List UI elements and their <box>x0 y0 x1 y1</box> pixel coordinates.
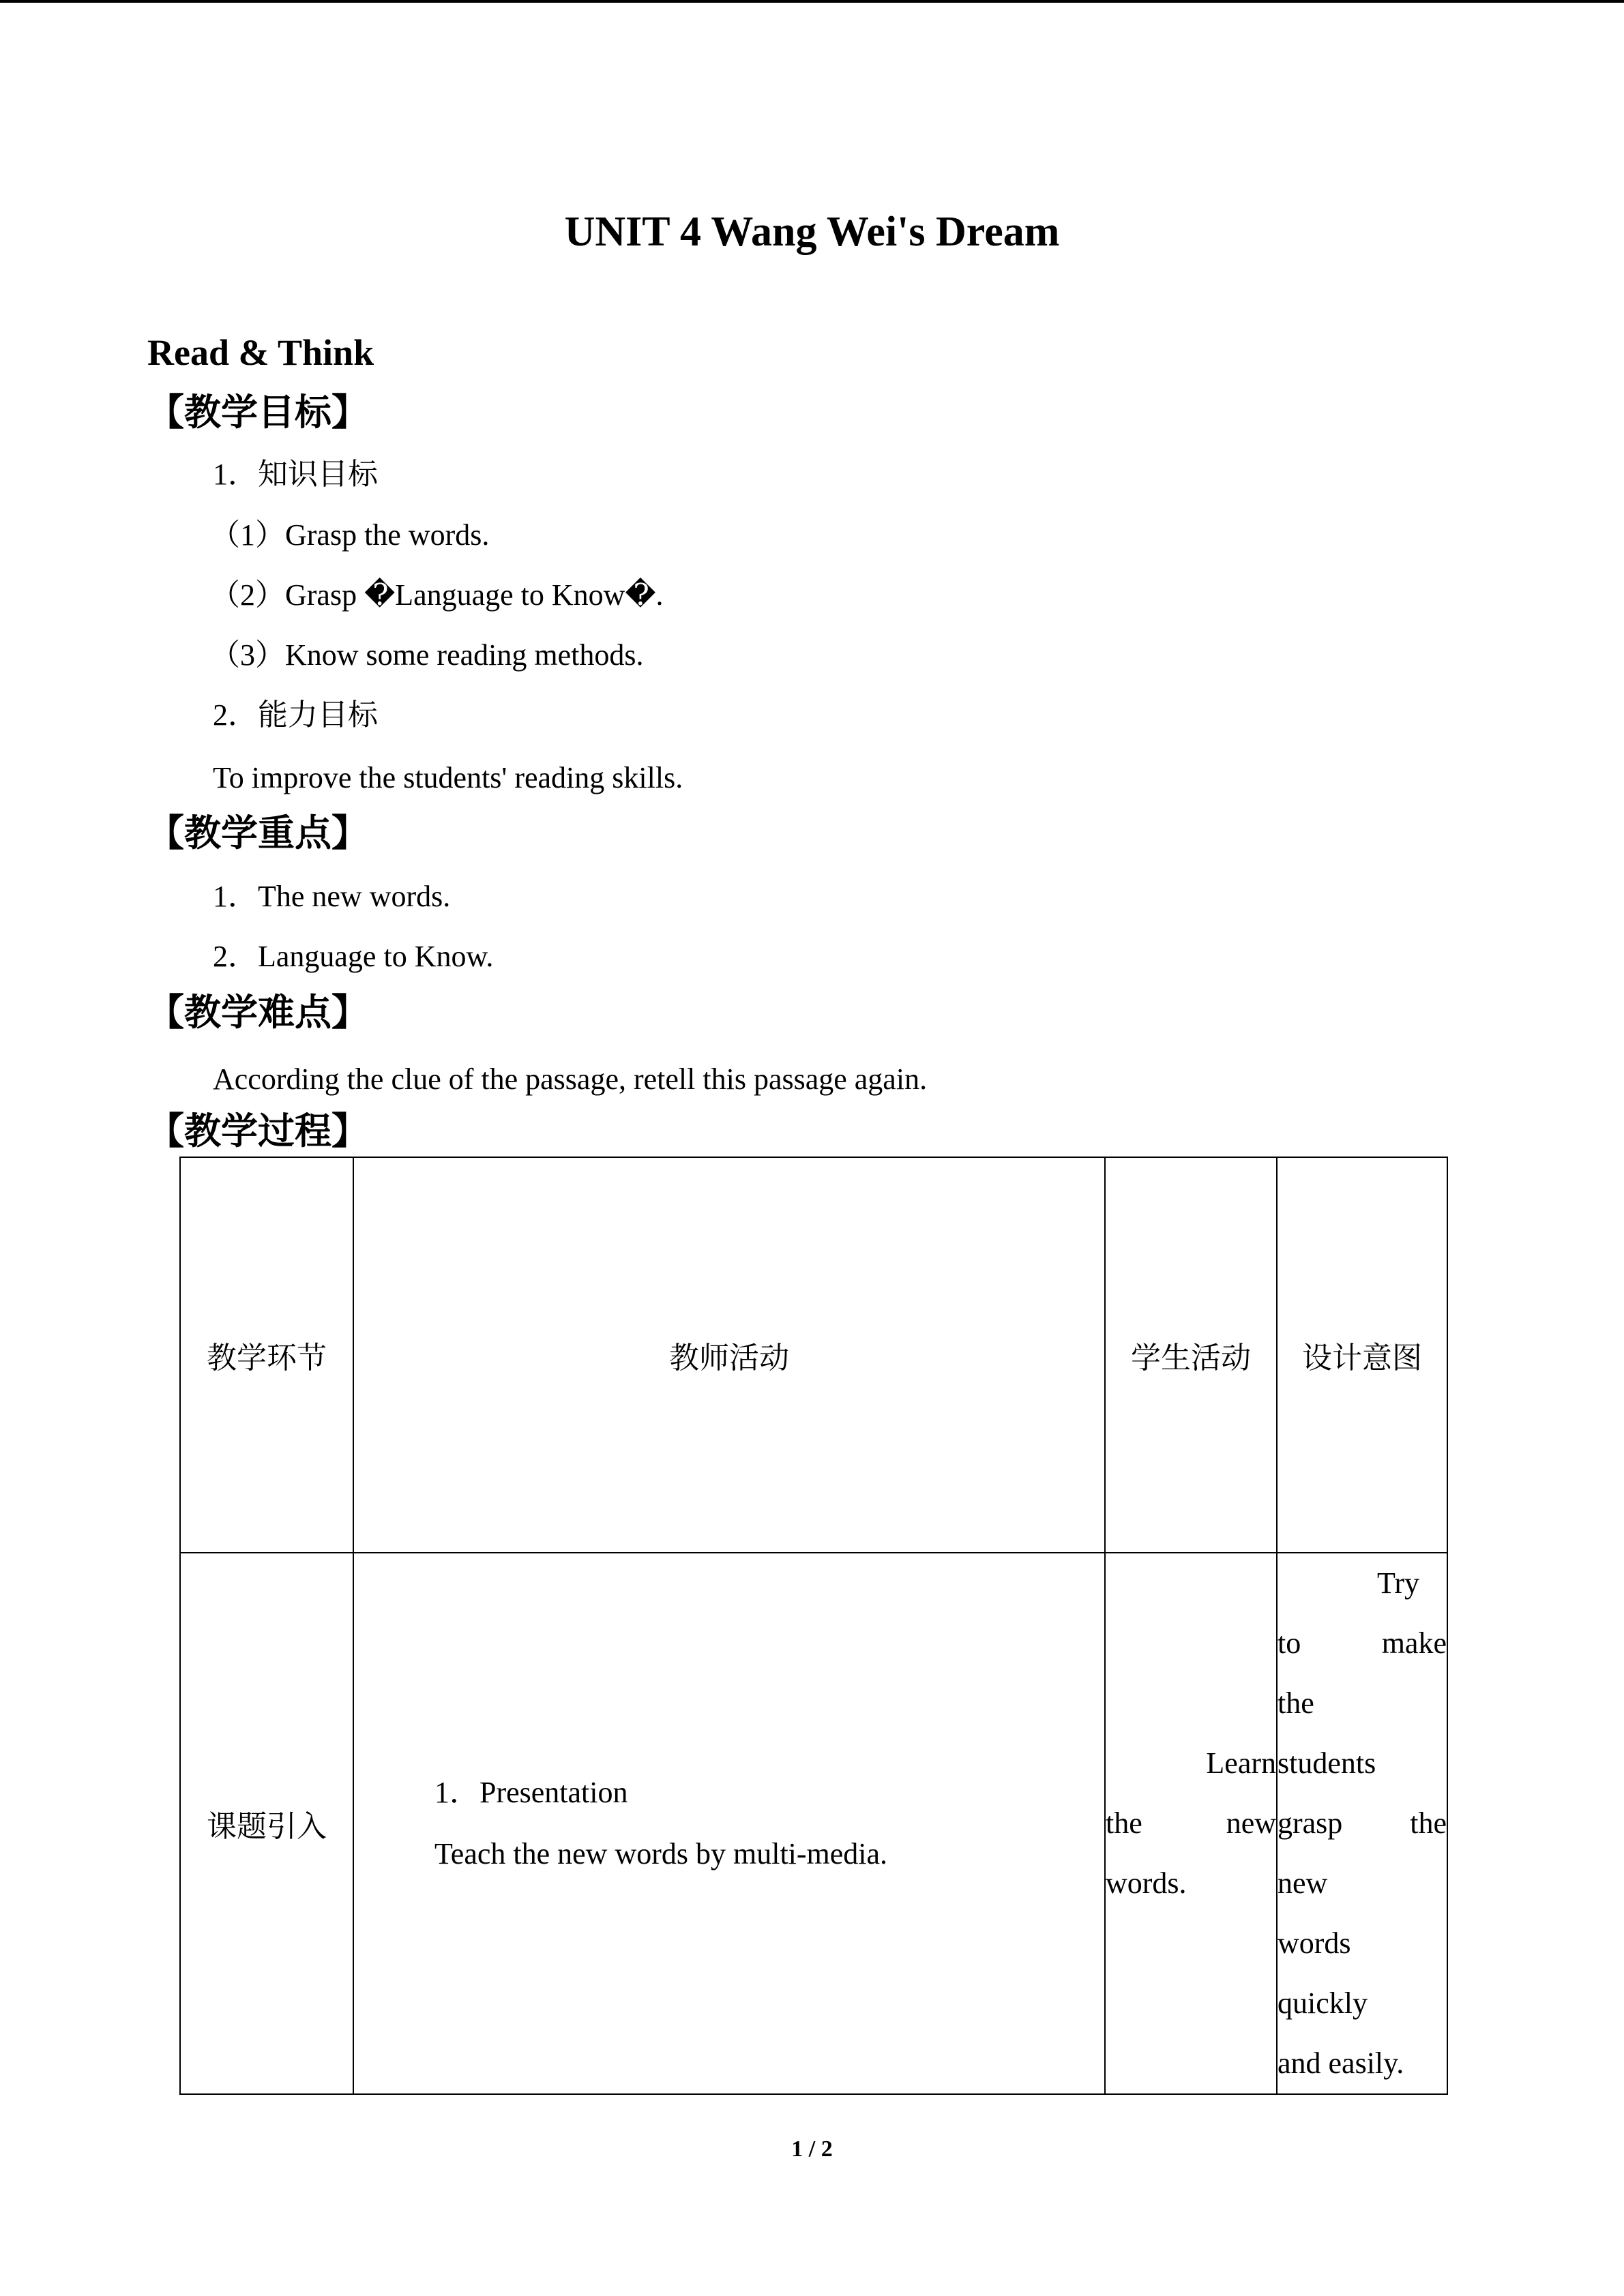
objective-line: （3）Know some reading methods. <box>210 638 644 672</box>
page-top-border <box>0 0 1624 3</box>
document-title: UNIT 4 Wang Wei's Dream <box>564 209 1060 255</box>
table-row <box>180 1553 1447 2094</box>
design-intent-line: words <box>1278 1926 1351 1960</box>
stage-cell: 课题引入 <box>180 1553 353 2094</box>
student-activity-cell <box>1105 1553 1277 2094</box>
student-activity-line: words. <box>1106 1866 1187 1900</box>
design-intent-line: quickly <box>1278 1986 1368 2020</box>
teacher-activity-line: 1．Presentation <box>434 1776 628 1809</box>
heading-objectives: 【教学目标】 <box>147 391 368 434</box>
table-header-row <box>180 1157 1447 1553</box>
header-cell-stage: 教学环节 <box>180 1157 353 1553</box>
header-cell-teacher-activity: 教师活动 <box>353 1157 1105 1553</box>
design-intent-line: and easily. <box>1278 2046 1404 2080</box>
objective-line: 1．知识目标 <box>213 458 378 491</box>
heading-key-points: 【教学重点】 <box>147 811 368 854</box>
student-activity-line: the new <box>1106 1806 1276 1840</box>
heading-process: 【教学过程】 <box>147 1109 368 1152</box>
student-activity-line: Learn <box>1206 1746 1276 1780</box>
design-intent-line: the <box>1278 1686 1314 1720</box>
key-point-line: 1．The new words. <box>213 880 451 913</box>
document-subtitle: Read & Think <box>147 332 374 373</box>
heading-difficulties: 【教学难点】 <box>147 991 368 1034</box>
design-intent-line: to make <box>1278 1626 1447 1660</box>
difficulty-line: According the clue of the passage, retell this passage again. <box>213 1062 928 1096</box>
design-intent-line: Try <box>1377 1566 1419 1600</box>
header-cell-student-activity: 学生活动 <box>1105 1157 1277 1553</box>
design-intent-line: grasp the <box>1278 1806 1447 1840</box>
design-intent-line: new <box>1278 1866 1328 1900</box>
process-table <box>179 1157 1448 2095</box>
design-intent-line: students <box>1278 1746 1376 1780</box>
page-number: 1 / 2 <box>791 2136 833 2162</box>
objective-line: （1）Grasp the words. <box>210 518 490 552</box>
design-intent-cell <box>1277 1553 1447 2094</box>
header-cell-design-intent: 设计意图 <box>1277 1157 1447 1553</box>
key-point-line: 2．Language to Know. <box>213 940 494 973</box>
objective-line: To improve the students' reading skills. <box>213 761 683 794</box>
objective-line: （2）Grasp �Language to Know�. <box>210 578 664 612</box>
teacher-activity-cell <box>353 1553 1105 2094</box>
teacher-activity-line: Teach the new words by multi-media. <box>434 1837 888 1870</box>
objective-line: 2．能力目标 <box>213 698 378 732</box>
